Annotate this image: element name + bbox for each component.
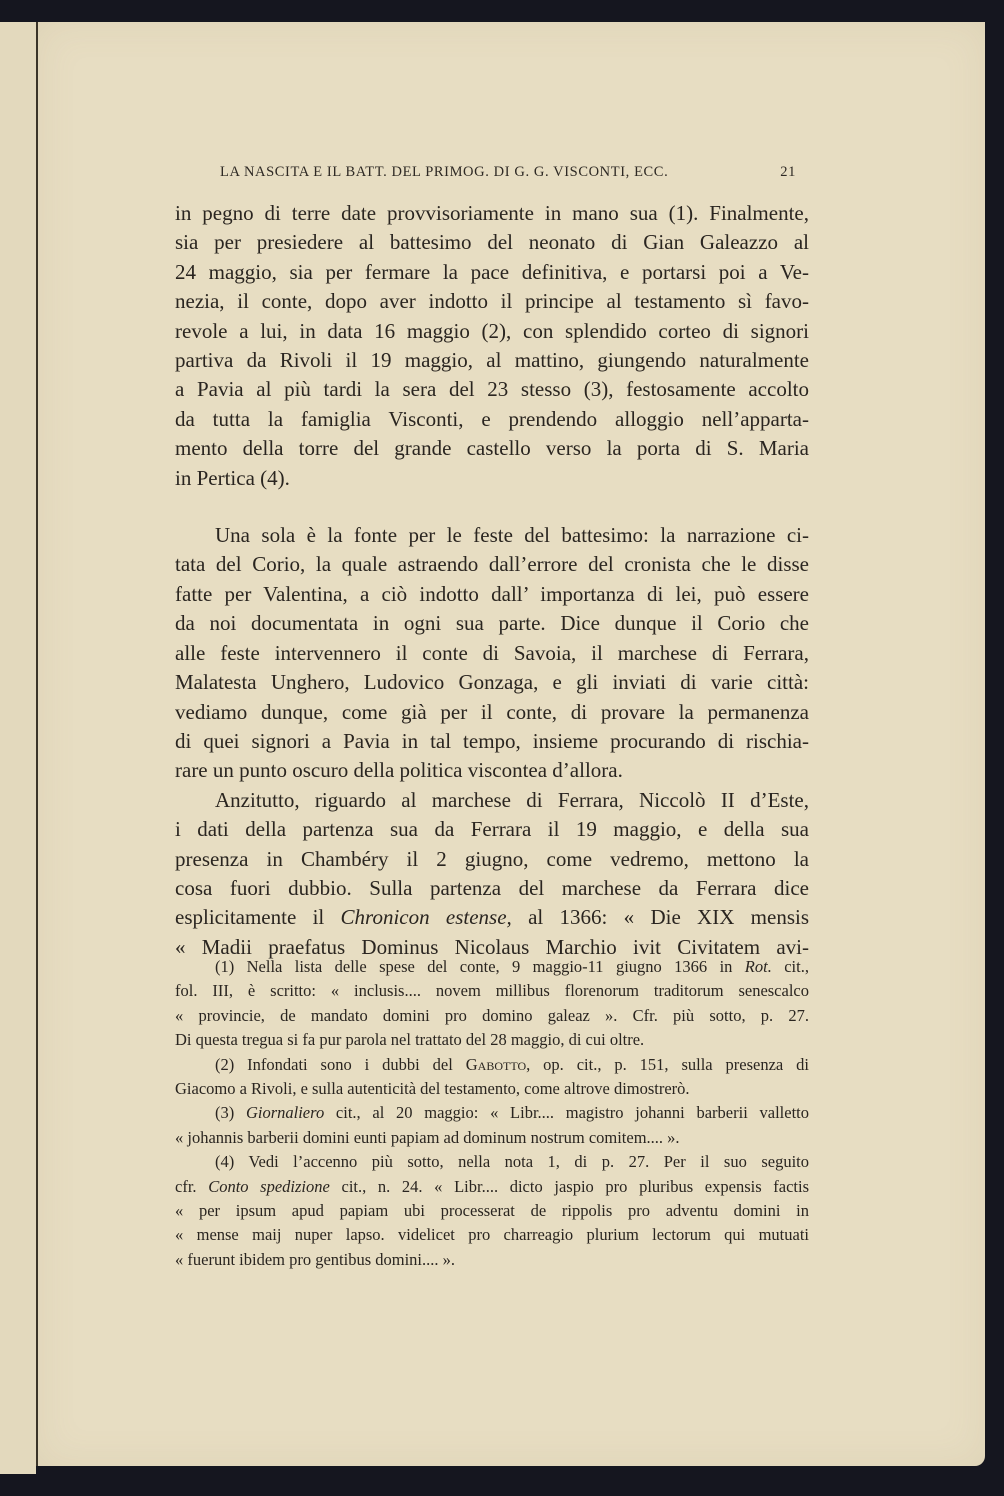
paragraph-1: [175, 199, 809, 493]
text-line: in Pertica (4).: [175, 465, 290, 490]
text-line: 24 maggio, sia per fermare la pace definitiva, e portarsi poi a Ve-: [175, 259, 809, 284]
text-line: mento della torre del grande castello verso la porta di S. Maria: [175, 436, 809, 461]
text-line: di quei signori a Pavia in tal tempo, insieme procurando di rischia-: [175, 728, 809, 753]
text-run: cit.,: [771, 957, 809, 976]
main-text: [175, 199, 809, 962]
text-line: Una sola è la fonte per le feste del battesimo: la narrazione ci-: [215, 523, 809, 548]
text-line: in pegno di terre date provvisoriamente in mano sua (1). Finalmente,: [175, 201, 809, 225]
footnote-line: « fuerunt ibidem pro gentibus domini.... ».: [175, 1249, 456, 1269]
text-line: da noi documentata in ogni sua parte. Dice dunque il Corio che: [175, 611, 809, 636]
text-run: esplicitamente il: [175, 905, 341, 930]
text-run: cfr.: [175, 1176, 209, 1196]
text-line: rare un punto oscuro della politica viscontea d’allora.: [175, 758, 623, 783]
text-run: cit., al 20 maggio: « Libr.... magistro johanni barberii valletto: [324, 1103, 809, 1123]
text-line: partiva da Rivoli il 19 maggio, al mattino, giungendo naturalmente: [175, 348, 809, 373]
italic-ref: Conto spedizione: [208, 1176, 330, 1196]
text-line: cosa fuori dubbio. Sulla partenza del marchese da Ferrara dice: [175, 875, 809, 900]
text-line: Anzitutto, riguardo al marchese di Ferrara, Niccolò II d’Este,: [215, 787, 809, 812]
footnote-line: « johannis barberii domini eunti papiam ad dominum nostrum comitem.... ».: [175, 1127, 680, 1147]
text-run: , op. cit., p. 151, sulla presenza di: [526, 1054, 810, 1074]
footnote-line: [175, 955, 809, 979]
text-run: (3): [215, 1103, 246, 1123]
footnote-line: (4) Vedi l’accenno più sotto, nella nota 1, di p. 27. Per il suo seguito: [215, 1152, 809, 1172]
text-run: cit., n. 24. « Libr.... dicto jaspio pro pluribus expensis factis: [329, 1176, 810, 1196]
italic-ref: Rot.: [744, 957, 772, 976]
footnote-line: Di questa tregua si fa pur parola nel trattato del 28 maggio, di cui oltre.: [175, 1030, 645, 1050]
running-header: [220, 164, 796, 181]
text-line: nezia, il conte, dopo aver indotto il principe al testamento sì favo-: [175, 289, 809, 314]
text-line: sia per presiedere al battesimo del neonato di Gian Galeazzo al: [175, 230, 809, 255]
footnote-line: Giacomo a Rivoli, e sulla autenticità del testamento, come altrove dimostrerò.: [175, 1079, 690, 1099]
text-line: vediamo dunque, come già per il conte, di provare la permanenza: [175, 699, 809, 724]
footnote-1: [175, 955, 809, 1053]
text-run: (1) Nella lista delle spese del conte, 9 maggio-11 giugno 1366 in: [215, 957, 745, 976]
text-line: [175, 903, 809, 932]
footnote-line: « per ipsum apud papiam ubi processerat de rippolis pro adventu domini in: [175, 1201, 809, 1221]
text-line: tata del Corio, la quale astraendo dall’errore del cronista che le disse: [175, 552, 809, 577]
underlying-page-edge: [0, 22, 36, 1474]
page-number: 21: [780, 164, 796, 180]
footnotes: [175, 955, 809, 1272]
footnote-3: [175, 1101, 809, 1150]
text-line: da tutta la famiglia Visconti, e prendendo alloggio nell’apparta-: [175, 406, 809, 431]
running-title: LA NASCITA E IL BATT. DEL PRIMOG. DI G. G. VISCONTI, ECC.: [220, 164, 669, 180]
text-run: (2) Infondati sono i dubbi del: [215, 1054, 466, 1074]
text-line: presenza in Chambéry il 2 giugno, come vedremo, mettono la: [175, 846, 809, 871]
footnote-line: « mense maij nuper lapso. videlicet pro charreagio plurium lectorum qui mutuati: [175, 1225, 809, 1245]
footnote-line: [175, 1175, 809, 1199]
text-line: fatte per Valentina, a ciò indotto dall’ importanza di lei, può essere: [175, 581, 809, 606]
text-line: a Pavia al più tardi la sera del 23 stesso (3), festosamente accolto: [175, 377, 809, 402]
paragraph-3: [175, 786, 809, 962]
footnote-line: [175, 1101, 809, 1125]
text-line: revole a lui, in data 16 maggio (2), con splendido corteo di signori: [175, 318, 809, 343]
text-line: alle feste intervennero il conte di Savoia, il marchese di Ferrara,: [175, 640, 809, 665]
italic-title: Chronicon estense,: [340, 905, 512, 930]
footnote-line: fol. III, è scritto: « inclusis.... novem millibus florenorum traditorum senescalco: [175, 981, 809, 1001]
text-line: i dati della partenza sua da Ferrara il 19 maggio, e della sua: [175, 817, 809, 842]
text-run: al 1366: « Die XIX mensis: [511, 905, 810, 930]
footnote-line: [175, 1053, 809, 1077]
text-line: Malatesta Unghero, Ludovico Gonzaga, e gli inviati di varie città:: [175, 670, 809, 695]
footnote-4: [175, 1150, 809, 1272]
footnote-line: « provincie, de mandato domini pro domino galeaz ». Cfr. più sotto, p. 27.: [175, 1005, 809, 1025]
footnote-2: [175, 1053, 809, 1102]
italic-ref: Giornaliero: [245, 1103, 325, 1123]
text-line: « Madii praefatus Dominus Nicolaus Marchio ivit Civitatem avi-: [175, 934, 809, 959]
author-name: Gabotto: [465, 1054, 527, 1074]
paragraph-2: [175, 521, 809, 786]
